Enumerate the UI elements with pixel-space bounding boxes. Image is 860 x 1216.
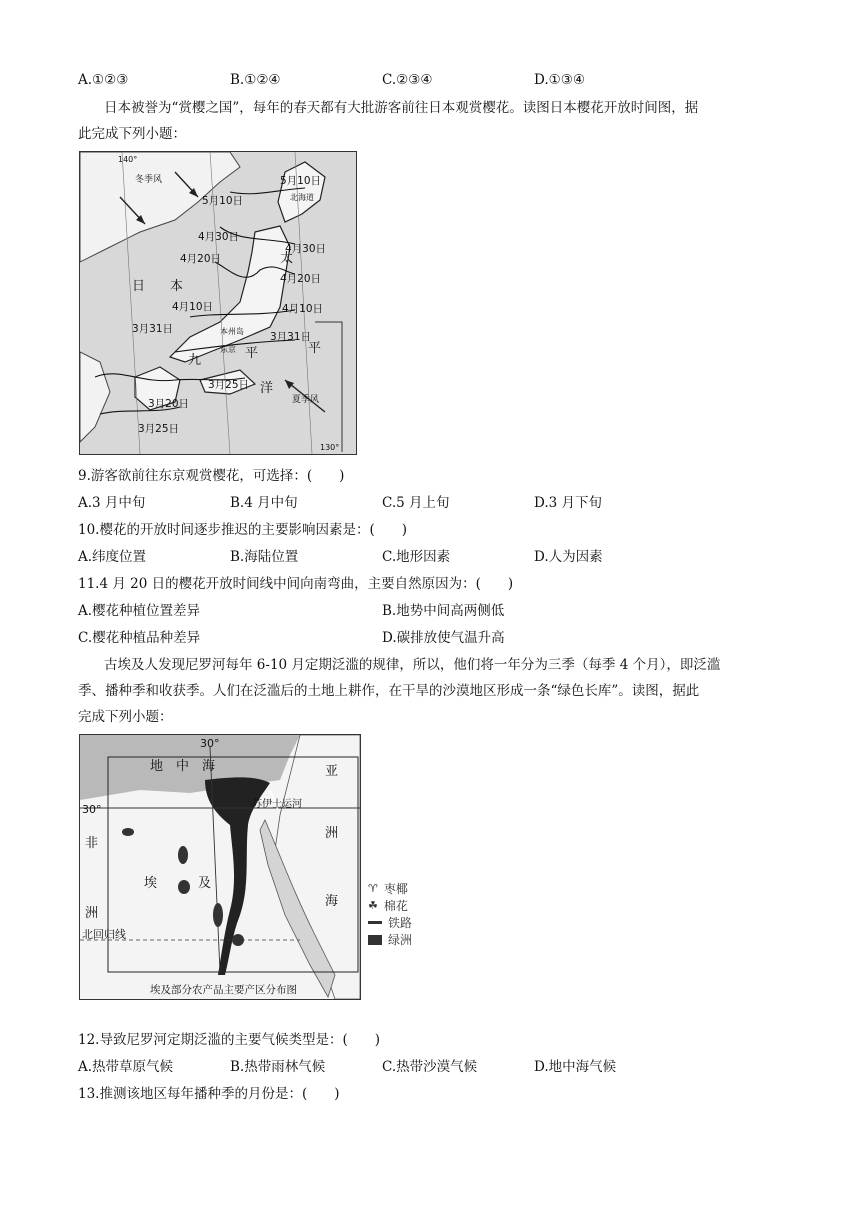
q12-option-b: B.热带雨林气候 (230, 1059, 326, 1075)
q10-option-c: C.地形因素 (382, 549, 451, 565)
africa-label-1: 非 (85, 836, 99, 851)
intro2-line1: 古埃及人发现尼罗河每年 6-10 月定期泛滥的规律，所以，他们将一年分为三季（每季 4 个月），即泛滥 (104, 657, 721, 673)
date-4-10-west: 4月10日 (172, 301, 214, 313)
date-4-20-west: 4月20日 (180, 253, 222, 265)
intro2-line2: 季、播种季和收获季。人们在泛滥后的土地上耕作，在干旱的沙漠地区形成一条“绿色长库”。读图，据此 (78, 683, 700, 699)
date-5-10-west: 5月10日 (202, 195, 244, 207)
date-3-25-mid: 3月25日 (208, 379, 250, 391)
q11-option-a: A.樱花种植位置差异 (78, 603, 201, 619)
q8-option-d: D.①③④ (534, 72, 585, 88)
intro1-line1: 日本被誉为“赏樱之国”，每年的春天都有大批游客前往日本观赏樱花。读图日本樱花开放时间图，据 (104, 100, 699, 116)
latitude-30-label: 30° (82, 803, 102, 816)
q8-option-c: C.②③④ (382, 72, 433, 88)
asia-label-1: 亚 (325, 764, 339, 779)
q10-stem: 10.樱花的开放时间逐步推迟的主要影响因素是：( ) (78, 522, 408, 538)
longitude-bottom-label: 130° (320, 443, 340, 452)
asia-label-2: 洲 (325, 826, 339, 841)
railway-icon (368, 921, 382, 924)
egypt-label-2: 及 (198, 876, 212, 891)
q11-option-b: B.地势中间高两侧低 (382, 603, 505, 619)
summer-wind-label: 夏季风 (292, 395, 320, 405)
date-4-30-east: 4月30日 (285, 243, 327, 255)
pacific-label-3: 洋 (260, 381, 274, 396)
q13-stem: 13.推测该地区每年播种季的月份是：( ) (78, 1086, 340, 1102)
tropic-of-cancer-label: 北回归线 (82, 928, 126, 941)
date-4-30-west: 4月30日 (198, 231, 240, 243)
longitude-top-label: 140° (118, 155, 138, 164)
q12-option-d: D.地中海气候 (534, 1059, 617, 1075)
q9-option-c: C.5 月上旬 (382, 495, 450, 511)
q9-option-a: A.3 月中旬 (78, 495, 146, 511)
date-3-25-south: 3月25日 (138, 423, 180, 435)
q11-option-c: C.樱花种植品种差异 (78, 630, 201, 646)
egypt-agriculture-map (79, 734, 361, 1000)
intro2-line3: 完成下列小题： (78, 709, 173, 725)
egypt-map-legend (368, 880, 412, 948)
honshu-label: 本州岛 (220, 327, 244, 336)
date-4-20-east: 4月20日 (280, 273, 322, 285)
date-3-20: 3月20日 (148, 398, 190, 410)
egypt-label-1: 埃 (144, 876, 158, 891)
legend-oasis: 绿洲 (368, 931, 412, 948)
longitude-30-label: 30° (200, 737, 220, 750)
q10-option-b: B.海陆位置 (230, 549, 299, 565)
red-sea-label: 海 (325, 894, 339, 909)
q12-option-c: C.热带沙漠气候 (382, 1059, 478, 1075)
legend-date-palm: ♈ 枣椰 (368, 882, 408, 896)
plain-label: 平 (245, 346, 259, 361)
mediterranean-label-2: 中 (176, 759, 190, 774)
winter-wind-label: 冬季风 (135, 175, 163, 185)
hokkaido-label: 北海道 (290, 193, 314, 202)
date-3-31-west: 3月31日 (132, 323, 174, 335)
date-palm-icon: ♈ (368, 882, 378, 895)
q9-stem: 9.游客欲前往东京观赏樱花，可选择：( ) (78, 468, 345, 484)
sea-of-japan-label-2: 本 (170, 279, 184, 294)
q9-option-b: B.4 月中旬 (230, 495, 298, 511)
q11-option-d: D.碳排放使气温升高 (382, 630, 505, 646)
pacific-label-2: 平 (308, 341, 322, 356)
egypt-map-caption: 埃及部分农产品主要产区分布图 (150, 984, 297, 996)
q10-option-d: D.人为因素 (534, 549, 603, 565)
q9-option-d: D.3 月下旬 (534, 495, 603, 511)
legend-railway: 铁路 (368, 914, 412, 931)
japan-cherry-blossom-map (79, 151, 357, 455)
q10-option-a: A.纬度位置 (78, 549, 147, 565)
africa-label-2: 洲 (85, 906, 99, 921)
q12-stem: 12.导致尼罗河定期泛滥的主要气候类型是：( ) (78, 1032, 381, 1048)
kyushu-label: 九 (188, 353, 202, 368)
date-3-31-east: 3月31日 (270, 331, 312, 343)
mediterranean-label-1: 地 (150, 759, 164, 774)
date-4-10-east: 4月10日 (282, 303, 324, 315)
intro1-line2: 此完成下列小题： (78, 126, 186, 142)
date-5-10-east: 5月10日 (280, 175, 322, 187)
mediterranean-label-3: 海 (202, 759, 216, 774)
sea-of-japan-label-1: 日 (132, 279, 146, 294)
cotton-icon: ☘ (368, 899, 378, 912)
suez-canal-label: 苏伊士运河 (252, 799, 302, 810)
legend-cotton: ☘ 棉花 (368, 899, 408, 913)
oasis-icon (368, 935, 382, 945)
q8-option-b: B.①②④ (230, 72, 281, 88)
tokyo-label: 东京 (220, 345, 236, 354)
q8-option-a: A.①②③ (78, 72, 129, 88)
q12-option-a: A.热带草原气候 (78, 1059, 174, 1075)
pacific-label-1: 太 (280, 251, 294, 266)
q11-stem: 11.4 月 20 日的樱花开放时间线中间向南弯曲，主要自然原因为：( ) (78, 576, 514, 592)
